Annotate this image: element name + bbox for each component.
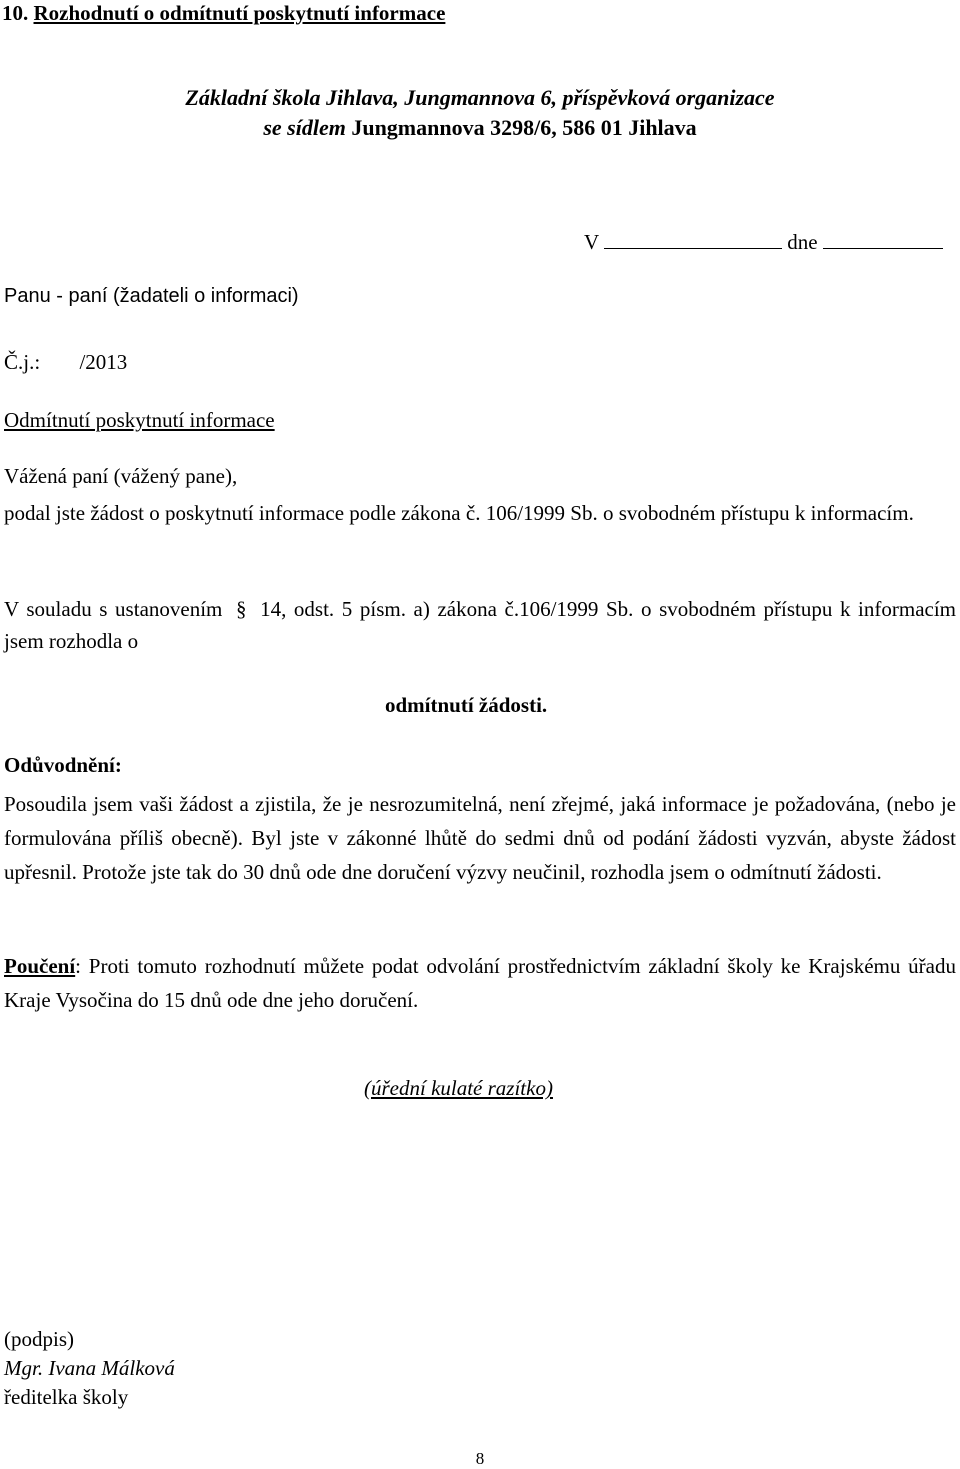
signature-name: Mgr. Ivana Málková [4, 1356, 175, 1380]
instruction-paragraph [4, 949, 956, 1017]
addressee: Panu - paní (žadateli o informaci) [4, 285, 299, 307]
issuer-address: Jungmannova 3298/6, 586 01 Jihlava [351, 115, 697, 140]
heading-number: 10. [2, 1, 29, 25]
heading-title: Rozhodnutí o odmítnutí poskytnutí informace [33, 1, 446, 25]
reference-value: /2013 [79, 350, 128, 374]
decision-result: odmítnutí žádosti. [385, 693, 548, 717]
section-sign: § [235, 597, 247, 621]
date-blank [823, 227, 943, 249]
reference-label: Č.j.: [4, 350, 41, 374]
decision-text-end: 14, odst. 5 písm. a) zákona č.106/1999 Sb. o svobodném přístupu k informacím jsem rozhodla o [4, 597, 957, 653]
stamp-placeholder: (úřední kulaté razítko) [364, 1076, 553, 1100]
salutation: Vážená paní (vážený pane), [4, 464, 238, 488]
intro-paragraph: podal jste žádost o poskytnutí informace podle zákona č. 106/1999 Sb. o svobodném přístupu k informacím. [4, 501, 914, 525]
signature-role: ředitelka školy [4, 1385, 129, 1409]
page-number: 8 [475, 1449, 485, 1468]
date-label: dne [787, 230, 818, 254]
issuer-line-2 [0, 115, 960, 141]
issuer-seat-label: se sídlem [263, 115, 346, 140]
place-label: V [584, 230, 599, 254]
place-blank [604, 227, 782, 249]
instruction-text: : Proti tomuto rozhodnutí můžete podat odvolání prostřednictvím základní školy ke Krajskému úřadu Kraje Vysočina do 15 dnů ode dne jeho doručení. [4, 954, 956, 1012]
issuer-line-1: Základní škola Jihlava, Jungmannova 6, příspěvková organizace [185, 85, 775, 110]
decision-paragraph [4, 593, 956, 657]
signature-label: (podpis) [4, 1327, 74, 1351]
decision-text-start: V souladu s ustanovením [4, 597, 223, 621]
place-date [584, 227, 943, 255]
reference-number [4, 350, 127, 375]
reasoning-heading: Odůvodnění: [4, 753, 122, 777]
document-heading [2, 1, 445, 26]
subject-line: Odmítnutí poskytnutí informace [4, 408, 275, 432]
reasoning-text: Posoudila jsem vaši žádost a zjistila, že je nesrozumitelná, není zřejmé, jaká informace je požadována, (nebo je formulována příliš obecně). Byl jste v zákonné lhůtě do sedmi dnů od podání žádosti vyzván, abyste žádost upřesnil. Protože jste tak do 30 dnů ode dne doručení výzvy neučinil, rozhodla jsem o odmítnutí žádosti. [4, 792, 956, 884]
instruction-heading: Poučení [4, 954, 76, 978]
